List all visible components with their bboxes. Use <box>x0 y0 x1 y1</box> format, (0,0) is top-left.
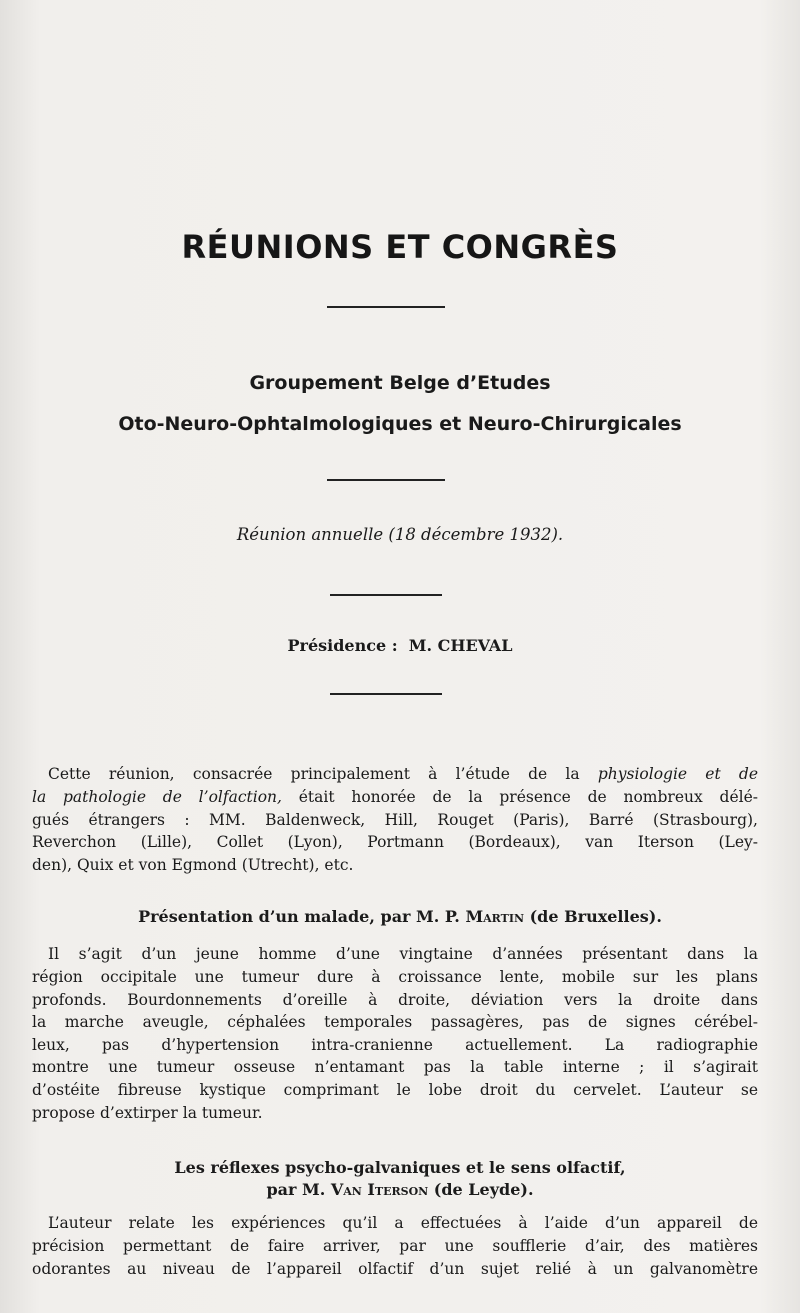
article1-author: Martin <box>465 907 525 926</box>
article1-line: région occipitale une tumeur dure à croissance lente, mobile sur les plans <box>32 968 758 986</box>
society-name-line2: Oto-Neuro-Ophtalmologiques et Neuro-Chirurgicales <box>118 413 682 435</box>
article1-heading <box>0 907 800 926</box>
presidence-line <box>0 636 800 655</box>
intro-line: den), Quix et von Egmond (Utrecht), etc. <box>32 855 354 874</box>
article2-heading-suffix: (de Leyde). <box>428 1180 534 1199</box>
date-divider <box>330 594 442 596</box>
intro-line <box>32 786 758 809</box>
society-name-line1: Groupement Belge d’Etudes <box>249 372 551 394</box>
presidence-divider <box>330 693 442 695</box>
article2-body-cont <box>32 1235 758 1280</box>
article1-line: leux, pas d’hypertension intra-cranienne actuellement. La radiographie <box>32 1035 758 1054</box>
title-divider <box>327 306 445 308</box>
article1-line: d’ostéite fibreuse kystique comprimant le lobe droit du cervelet. L’auteur se <box>32 1080 758 1099</box>
society-divider <box>327 479 445 481</box>
article2-author: Van Iterson <box>330 1180 429 1199</box>
article2-line: odorantes au niveau de l’appareil olfactif d’un sujet relié à un galvanomètre <box>32 1259 758 1278</box>
article1-line: montre une tumeur osseuse n’entamant pas la table interne ; il s’agirait <box>32 1058 758 1077</box>
article2-line: précision permettant de faire arriver, par une soufflerie d’air, des matières <box>32 1237 758 1255</box>
intro-text: Cette réunion, consacrée principalement à l’étude de la <box>48 765 598 783</box>
article1-heading-prefix: Présentation d’un malade, par M. P. <box>138 907 466 926</box>
intro-line: Reverchon (Lille), Collet (Lyon), Portmann (Bordeaux), van Iterson (Ley- <box>32 833 758 852</box>
intro-paragraph <box>48 763 758 786</box>
article1-line: la marche aveugle, céphalées temporales passagères, pas de signes cérébel- <box>32 1013 758 1032</box>
intro-line: gués étrangers : MM. Baldenweck, Hill, Rouget (Paris), Barré (Strasbourg), <box>32 810 758 829</box>
article1-body-cont <box>32 966 758 1124</box>
presidence-name: M. CHEVAL <box>408 636 513 655</box>
meeting-date: Réunion annuelle (18 décembre 1932). <box>236 525 564 544</box>
article1-line: propose d’extirper la tumeur. <box>32 1103 263 1122</box>
article2-heading-line2 <box>0 1180 800 1199</box>
intro-line <box>48 763 758 786</box>
article2-body <box>48 1212 758 1235</box>
intro-emphasis: physiologie et de <box>597 765 758 783</box>
article2-heading-prefix: par M. <box>266 1180 331 1199</box>
article1-line: Il s’agit d’un jeune homme d’une vingtaine d’années présentant dans la <box>48 945 758 963</box>
presidence-label: Présidence : <box>287 636 398 655</box>
article2-line: L’auteur relate les expériences qu’il a effectuées à l’aide d’un appareil de <box>48 1214 758 1232</box>
article2-heading-line1: Les réflexes psycho-galvaniques et le sens olfactif, <box>174 1158 626 1177</box>
intro-paragraph-body <box>32 786 758 876</box>
intro-emphasis: la pathologie de l’olfaction, <box>32 788 282 806</box>
article1-heading-suffix: (de Bruxelles). <box>524 907 662 926</box>
page-title: RÉUNIONS ET CONGRÈS <box>181 228 619 266</box>
article1-line: profonds. Bourdonnements d’oreille à droite, déviation vers la droite dans <box>32 990 758 1009</box>
article1-body <box>48 943 758 966</box>
intro-text: était honorée de la présence de nombreux délé- <box>281 788 758 806</box>
